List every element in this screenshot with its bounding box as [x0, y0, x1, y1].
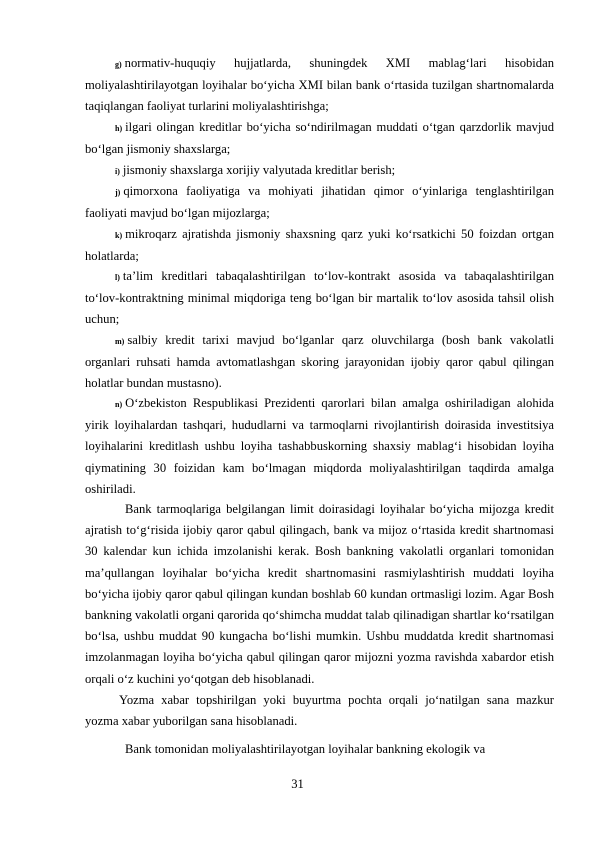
- list-text: mikroqarz ajratishda jismoniy shaxsning qarz yuki ko‘rsatkichi 50 foizdan ortgan holatlarda;: [85, 227, 554, 264]
- list-label: n): [115, 400, 123, 409]
- page-number: 31: [291, 777, 304, 791]
- list-label: m): [115, 337, 125, 346]
- list-text: normativ-huquqiy hujjatlarda, shuningdek XMI mablag‘lari hisobidan moliyalashtirilayotgan loyihalar bo‘yicha XMI bilan bank o‘rtasida tuzilgan shartnomalarda taqiqlangan faoliyat turlarini moliyalashtirishga;: [85, 56, 554, 114]
- list-text: qimorxona faoliyatiga va mohiyati jihatidan qimor o‘yinlariga tenglashtirilgan faoliyati mavjud bo‘lgan mijozlarga;: [85, 184, 554, 221]
- list-item: [85, 393, 554, 500]
- list-label: j): [115, 188, 121, 197]
- list-item: [85, 53, 554, 118]
- list-text: jismoniy shaxslarga xorijiy valyutada kreditlar berish;: [122, 163, 396, 177]
- list-item: [85, 266, 554, 331]
- list-label: h): [115, 124, 123, 133]
- list-text: ilgari olingan kreditlar bo‘yicha so‘ndirilmagan muddati o‘tgan qarzdorlik mavjud bo‘lgan jismoniy shaxslarga;: [85, 120, 554, 157]
- list-text: ta’lim kreditlari tabaqalashtirilgan to‘lov-kontrakt asosida va tabaqalashtirilgan to‘lov-kontraktning minimal miqdoriga teng bo‘lgan bir martalik to‘lov asosida tahsil olish uchun;: [85, 269, 554, 327]
- list-label: l): [115, 273, 120, 282]
- list-item: [85, 224, 554, 267]
- body-paragraph: Bank tomonidan moliyalashtirilayotgan loyihalar bankning ekologik va: [125, 742, 486, 756]
- list-item: [85, 160, 554, 182]
- list-item: [85, 330, 554, 395]
- list-item: [85, 117, 554, 160]
- list-text: O‘zbekiston Respublikasi Prezidenti qarorlari bilan amalga oshiriladigan alohida yirik loyihalardan tashqari, hududlarni va tarmoqlarni rivojlantirish doirasida investitsiya loyihalarini kreditlash ushbu loyiha tashabbuskorning shaxsiy mablag‘i hisobidan loyiha qiymatining 30 foizidan kam bo‘lmagan miqdorda moliyalashtirilgan taqdirda amalga oshiriladi.: [85, 396, 554, 496]
- list-label: i): [115, 167, 120, 176]
- body-paragraph: Yozma xabar topshirilgan yoki buyurtma pochta orqali jo‘natilgan sana mazkur yozma xabar yuborilgan sana hisoblanadi.: [85, 693, 554, 729]
- list-label: g): [115, 60, 122, 69]
- list-text: salbiy kredit tarixi mavjud bo‘lganlar qarz oluvchilarga (bosh bank vakolatli organlari ruhsati hamda avtomatlashgan skoring jarayonidan ijobiy qaror qabul qilingan holatlar bundan mustasno).: [85, 333, 554, 391]
- list-label: k): [115, 231, 123, 240]
- list-item: [85, 181, 554, 224]
- body-paragraph: Bank tarmoqlariga belgilangan limit doirasidagi loyihalar bo‘yicha mijozga kredit ajratish to‘g‘risida ijobiy qaror qabul qilingach, bank va mijoz o‘rtasida kredit shartnomasi 30 kalendar kun ichida imzolanishi kerak. Bosh bankning vakolatli organlari tomonidan ma’qullangan loyihalar bo‘yicha kredit shartnomasini rasmiylashtirish muddati loyiha bo‘yicha ijobiy qaror qabul qilingan kundan boshlab 60 kundan ortmasligi lozim. Agar Bosh bankning vakolatli organi qarorida qo‘shimcha muddat talab qilinadigan shartlar ko‘rsatilgan bo‘lsa, ushbu muddat 90 kungacha bo‘lishi mumkin. Ushbu muddatda kredit shartnomasi imzolanmagan loyiha bo‘yicha qabul qilingan qaror mijozni yozma ravishda xabardor etish orqali o‘z kuchini yo‘qotgan deb hisoblanadi.: [85, 502, 554, 686]
